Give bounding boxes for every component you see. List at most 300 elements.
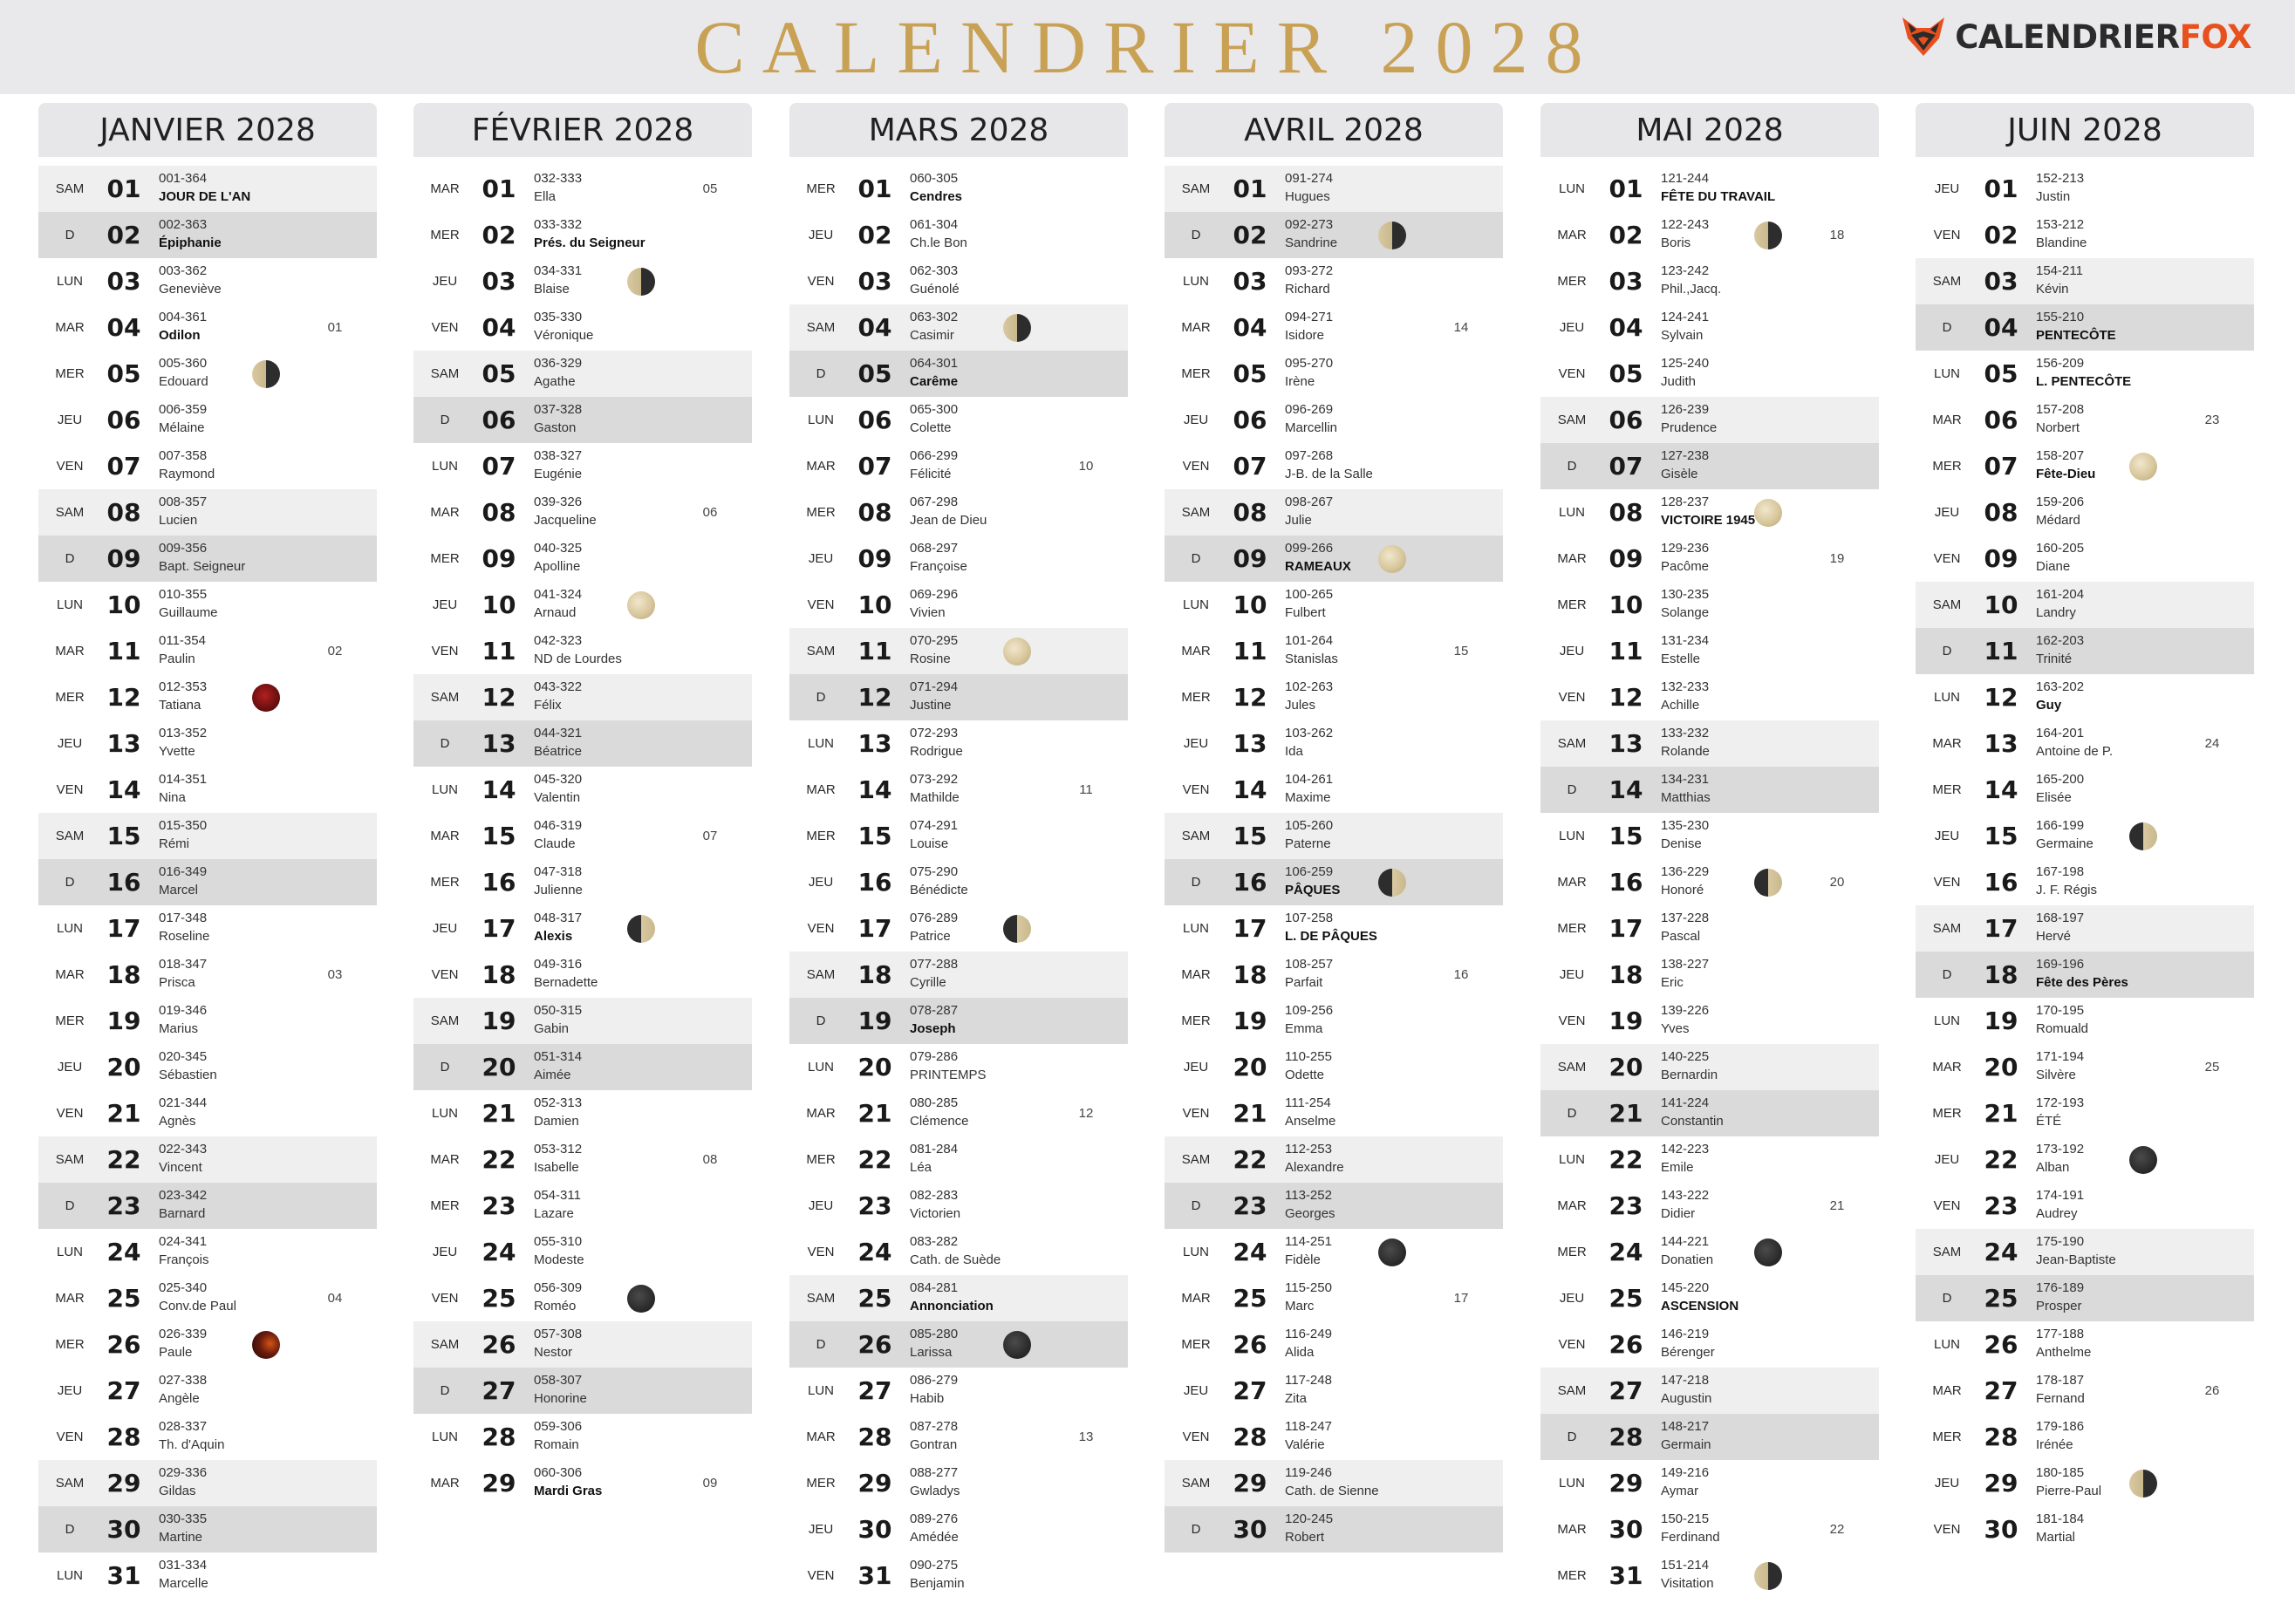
day-number: 27 — [482, 1376, 516, 1405]
day-of-year-code: 102-263 — [1285, 679, 1334, 694]
day-of-year-code: 069-296 — [910, 587, 959, 602]
day-of-year-code: 152-213 — [2036, 171, 2085, 186]
day-row — [38, 905, 377, 952]
day-of-year-code: 176-189 — [2036, 1280, 2085, 1295]
saint-name: Mardi Gras — [534, 1484, 603, 1498]
saint-name: Conv.de Paul — [159, 1299, 236, 1314]
day-row — [1165, 258, 1503, 304]
day-number: 12 — [106, 683, 141, 712]
day-row — [38, 1368, 377, 1414]
day-row — [789, 443, 1128, 489]
weekday-label: VEN — [807, 1568, 835, 1583]
saint-name: Julienne — [534, 883, 583, 897]
day-of-year-code: 070-295 — [910, 633, 959, 648]
day-number: 29 — [1609, 1469, 1643, 1498]
day-row — [413, 1090, 752, 1136]
saint-name: Justine — [910, 698, 952, 713]
weekday-label: VEN — [1182, 1106, 1210, 1121]
day-row — [413, 1368, 752, 1414]
month-column — [38, 103, 377, 1591]
day-number: 27 — [1233, 1376, 1267, 1405]
day-row — [789, 166, 1128, 212]
day-row — [1165, 1275, 1503, 1321]
day-of-year-code: 045-320 — [534, 772, 583, 787]
new-moon-icon — [1003, 1331, 1031, 1359]
day-number: 16 — [482, 868, 516, 897]
saint-name: Kévin — [2036, 282, 2069, 297]
saint-name: Judith — [1661, 374, 1697, 389]
day-of-year-code: 168-197 — [2036, 911, 2085, 925]
full-moon-icon — [1754, 499, 1782, 527]
day-number: 02 — [1984, 221, 2018, 249]
week-number: 06 — [702, 505, 718, 520]
day-row — [1916, 397, 2254, 443]
saint-name: Trinité — [2036, 652, 2073, 666]
day-row — [1165, 905, 1503, 952]
day-row — [1165, 859, 1503, 905]
day-number: 10 — [106, 590, 141, 619]
day-of-year-code: 071-294 — [910, 679, 959, 694]
day-of-year-code: 080-285 — [910, 1095, 959, 1110]
day-of-year-code: 060-306 — [534, 1465, 583, 1480]
weekday-label: MAR — [1932, 1060, 1962, 1075]
saint-name: Aymar — [1661, 1484, 1699, 1498]
weekday-label: MAR — [430, 181, 460, 196]
weekday-label: LUN — [1182, 597, 1209, 612]
day-row — [1165, 1368, 1503, 1414]
weekday-label: MER — [1932, 1430, 1962, 1444]
day-number: 16 — [1984, 868, 2018, 897]
day-number: 04 — [1233, 313, 1267, 342]
day-row — [413, 1229, 752, 1275]
saint-name: Achille — [1661, 698, 1700, 713]
day-row — [413, 1136, 752, 1183]
day-of-year-code: 077-288 — [910, 957, 959, 972]
day-of-year-code: 036-329 — [534, 356, 583, 371]
weekday-label: D — [1567, 1430, 1577, 1444]
day-row — [1540, 674, 1879, 720]
day-number: 05 — [482, 359, 516, 388]
day-number: 23 — [482, 1191, 516, 1220]
month-column — [1540, 103, 1879, 1591]
day-number: 11 — [482, 637, 516, 665]
day-of-year-code: 068-297 — [910, 541, 959, 556]
day-row — [789, 720, 1128, 767]
saint-name: Barnard — [159, 1206, 206, 1221]
day-number: 06 — [857, 406, 892, 434]
weekday-label: JEU — [1934, 505, 1960, 520]
day-number: 04 — [857, 313, 892, 342]
day-row — [1916, 582, 2254, 628]
full-moon-icon — [1003, 638, 1031, 665]
weekday-label: MER — [806, 1476, 836, 1491]
weekday-label: D — [1191, 875, 1201, 890]
weekday-label: LUN — [1933, 1337, 1960, 1352]
brand-name-dark: CALENDRIER — [1955, 17, 2180, 56]
weekday-label: MER — [1557, 1245, 1587, 1259]
weekday-label: LUN — [1182, 274, 1209, 289]
day-of-year-code: 060-305 — [910, 171, 959, 186]
day-number: 26 — [857, 1330, 892, 1359]
day-row — [413, 166, 752, 212]
day-row — [789, 1229, 1128, 1275]
weekday-label: LUN — [1558, 181, 1585, 196]
day-of-year-code: 110-255 — [1285, 1049, 1332, 1064]
day-number: 07 — [857, 452, 892, 481]
saint-name: Matthias — [1661, 790, 1711, 805]
day-of-year-code: 107-258 — [1285, 911, 1334, 925]
day-number: 14 — [1984, 775, 2018, 804]
weekday-label: JEU — [808, 228, 834, 242]
day-row — [1540, 905, 1879, 952]
day-of-year-code: 103-262 — [1285, 726, 1334, 740]
weekday-label: SAM — [55, 1152, 85, 1167]
saint-name: Irénée — [2036, 1437, 2073, 1452]
day-number: 10 — [1233, 590, 1267, 619]
day-number: 05 — [857, 359, 892, 388]
day-number: 29 — [857, 1469, 892, 1498]
day-of-year-code: 047-318 — [534, 864, 583, 879]
day-number: 14 — [106, 775, 141, 804]
day-number: 13 — [482, 729, 516, 758]
day-row — [1165, 1090, 1503, 1136]
day-row — [1916, 1275, 2254, 1321]
day-of-year-code: 136-229 — [1661, 864, 1710, 879]
day-of-year-code: 016-349 — [159, 864, 208, 879]
day-row — [38, 397, 377, 443]
day-of-year-code: 004-361 — [159, 310, 208, 324]
day-row — [1916, 905, 2254, 952]
weekday-label: D — [440, 1383, 450, 1398]
weekday-label: MER — [55, 1337, 85, 1352]
weekday-label: LUN — [1558, 1152, 1585, 1167]
day-of-year-code: 100-265 — [1285, 587, 1334, 602]
day-of-year-code: 150-215 — [1661, 1511, 1710, 1526]
day-number: 23 — [1984, 1191, 2018, 1220]
day-row — [1916, 1183, 2254, 1229]
saint-name: Arnaud — [534, 605, 577, 620]
day-row — [789, 582, 1128, 628]
saint-name: Didier — [1661, 1206, 1696, 1221]
weekday-label: VEN — [1933, 551, 1961, 566]
lunar-eclipse-icon — [252, 684, 280, 712]
day-number: 26 — [1984, 1330, 2018, 1359]
day-number: 23 — [1233, 1191, 1267, 1220]
day-row — [1540, 304, 1879, 351]
saint-name: Cyrille — [910, 975, 946, 990]
weekday-label: MAR — [1557, 1198, 1587, 1213]
weekday-label: VEN — [56, 459, 84, 474]
saint-name: Bernardin — [1661, 1068, 1718, 1082]
week-number: 25 — [2204, 1060, 2220, 1075]
saint-name: Guénolé — [910, 282, 960, 297]
weekday-label: D — [1942, 1291, 1952, 1306]
day-row — [38, 582, 377, 628]
saint-name: Prisca — [159, 975, 195, 990]
saint-name: Alida — [1285, 1345, 1315, 1360]
day-number: 28 — [1233, 1423, 1267, 1451]
day-number: 02 — [1233, 221, 1267, 249]
saint-name: Phil.,Jacq. — [1661, 282, 1722, 297]
day-number: 11 — [1984, 637, 2018, 665]
day-of-year-code: 161-204 — [2036, 587, 2085, 602]
saint-name: Jules — [1285, 698, 1316, 713]
weekday-label: VEN — [56, 782, 84, 797]
day-of-year-code: 023-342 — [159, 1188, 208, 1203]
week-number: 18 — [1829, 228, 1845, 242]
saint-name: Larissa — [910, 1345, 953, 1360]
saint-name: Gildas — [159, 1484, 196, 1498]
day-of-year-code: 164-201 — [2036, 726, 2085, 740]
day-of-year-code: 127-238 — [1661, 448, 1710, 463]
saint-name: Alexandre — [1285, 1160, 1344, 1175]
saint-name: Jean-Baptiste — [2036, 1252, 2116, 1267]
day-of-year-code: 169-196 — [2036, 957, 2085, 972]
weekday-label: LUN — [56, 274, 83, 289]
day-number: 24 — [106, 1238, 141, 1266]
new-moon-icon — [2129, 1146, 2157, 1174]
day-row — [1165, 1460, 1503, 1506]
first-quarter-moon-icon — [1003, 915, 1031, 943]
day-number: 11 — [857, 637, 892, 665]
day-of-year-code: 008-357 — [159, 495, 208, 509]
day-of-year-code: 046-319 — [534, 818, 583, 833]
day-row — [1916, 720, 2254, 767]
day-row — [38, 998, 377, 1044]
day-of-year-code: 155-210 — [2036, 310, 2085, 324]
day-number: 21 — [106, 1099, 141, 1128]
day-row — [38, 859, 377, 905]
day-of-year-code: 022-343 — [159, 1142, 208, 1157]
weekday-label: D — [1942, 644, 1952, 658]
saint-name: Clémence — [910, 1114, 969, 1129]
day-of-year-code: 005-360 — [159, 356, 208, 371]
weekday-label: SAM — [1181, 505, 1211, 520]
day-of-year-code: 154-211 — [2036, 263, 2083, 278]
day-number: 06 — [1984, 406, 2018, 434]
day-of-year-code: 094-271 — [1285, 310, 1334, 324]
day-of-year-code: 115-250 — [1285, 1280, 1332, 1295]
weekday-label: SAM — [1181, 1152, 1211, 1167]
week-number: 19 — [1829, 551, 1845, 566]
day-row — [38, 212, 377, 258]
day-of-year-code: 095-270 — [1285, 356, 1334, 371]
saint-name: Isidore — [1285, 328, 1325, 343]
day-row — [413, 212, 752, 258]
weekday-label: MER — [55, 1013, 85, 1028]
day-number: 23 — [857, 1191, 892, 1220]
week-number: 04 — [327, 1291, 343, 1306]
weekday-label: MAR — [1932, 413, 1962, 427]
day-row — [1916, 1090, 2254, 1136]
saint-name: Ida — [1285, 744, 1303, 759]
saint-name: Antoine de P. — [2036, 744, 2114, 759]
day-of-year-code: 038-327 — [534, 448, 583, 463]
weekday-label: D — [1191, 1198, 1201, 1213]
week-number: 22 — [1829, 1522, 1845, 1537]
day-row — [38, 1044, 377, 1090]
weekday-label: MAR — [1557, 1522, 1587, 1537]
day-row — [38, 1090, 377, 1136]
day-row — [1916, 628, 2254, 674]
day-of-year-code: 181-184 — [2036, 1511, 2085, 1526]
week-number: 07 — [702, 829, 718, 843]
week-number: 05 — [702, 181, 718, 196]
day-number: 30 — [1984, 1515, 2018, 1544]
day-number: 26 — [1609, 1330, 1643, 1359]
saint-name: Guillaume — [159, 605, 218, 620]
day-row — [1165, 351, 1503, 397]
day-of-year-code: 078-287 — [910, 1003, 959, 1018]
day-row — [1540, 166, 1879, 212]
saint-name: Guy — [2036, 698, 2062, 713]
weekday-label: MER — [1932, 459, 1962, 474]
weekday-label: MER — [1181, 1013, 1211, 1028]
day-number: 07 — [106, 452, 141, 481]
month-title: FÉVRIER 2028 — [413, 103, 752, 157]
day-number: 19 — [857, 1006, 892, 1035]
day-row — [1916, 1506, 2254, 1552]
weekday-label: D — [65, 1198, 75, 1213]
saint-name: Épiphanie — [159, 235, 222, 250]
saint-name: Parfait — [1285, 975, 1323, 990]
day-of-year-code: 112-253 — [1285, 1142, 1332, 1157]
day-row — [1540, 1229, 1879, 1275]
day-number: 28 — [857, 1423, 892, 1451]
weekday-label: LUN — [431, 1430, 458, 1444]
day-number: 20 — [106, 1053, 141, 1082]
day-row — [38, 1506, 377, 1552]
day-number: 03 — [482, 267, 516, 296]
day-row — [1916, 1460, 2254, 1506]
day-number: 27 — [106, 1376, 141, 1405]
weekday-label: D — [440, 1060, 450, 1075]
day-of-year-code: 082-283 — [910, 1188, 959, 1203]
day-of-year-code: 064-301 — [910, 356, 959, 371]
saint-name: Romuald — [2036, 1021, 2089, 1036]
day-row — [38, 258, 377, 304]
day-row — [1916, 443, 2254, 489]
day-number: 17 — [482, 914, 516, 943]
day-number: 31 — [106, 1561, 141, 1590]
weekday-label: JEU — [1559, 967, 1585, 982]
day-number: 21 — [1609, 1099, 1643, 1128]
day-row — [38, 952, 377, 998]
day-row — [413, 767, 752, 813]
weekday-label: LUN — [1933, 366, 1960, 381]
day-number: 01 — [106, 174, 141, 203]
weekday-label: VEN — [1558, 1013, 1586, 1028]
day-number: 06 — [1233, 406, 1267, 434]
day-row — [413, 674, 752, 720]
day-of-year-code: 138-227 — [1661, 957, 1710, 972]
saint-name: Boris — [1661, 235, 1691, 250]
day-row — [413, 1275, 752, 1321]
day-row — [413, 952, 752, 998]
saint-name: Claude — [534, 836, 576, 851]
brand-logo[interactable] — [1899, 10, 2251, 63]
day-of-year-code: 165-200 — [2036, 772, 2085, 787]
day-of-year-code: 101-264 — [1285, 633, 1334, 648]
week-number: 08 — [702, 1152, 718, 1167]
saint-name: Martine — [159, 1530, 203, 1545]
weekday-label: SAM — [806, 644, 836, 658]
saint-name: Cath. de Sienne — [1285, 1484, 1379, 1498]
day-of-year-code: 076-289 — [910, 911, 959, 925]
day-row — [1540, 351, 1879, 397]
day-row — [38, 720, 377, 767]
day-of-year-code: 090-275 — [910, 1558, 959, 1573]
day-row — [1540, 1506, 1879, 1552]
day-of-year-code: 014-351 — [159, 772, 208, 787]
saint-name: Stanislas — [1285, 652, 1338, 666]
weekday-label: MER — [806, 1152, 836, 1167]
day-of-year-code: 042-323 — [534, 633, 583, 648]
saint-name: Julie — [1285, 513, 1312, 528]
day-of-year-code: 125-240 — [1661, 356, 1710, 371]
day-number: 27 — [1984, 1376, 2018, 1405]
day-of-year-code: 117-248 — [1285, 1373, 1332, 1388]
weekday-label: MER — [1181, 690, 1211, 705]
day-row — [38, 1414, 377, 1460]
weekday-label: D — [1567, 459, 1577, 474]
day-number: 18 — [1233, 960, 1267, 989]
day-row — [1916, 1136, 2254, 1183]
weekday-label: SAM — [1932, 274, 1962, 289]
day-of-year-code: 160-205 — [2036, 541, 2085, 556]
day-number: 08 — [1984, 498, 2018, 527]
day-of-year-code: 121-244 — [1661, 171, 1710, 186]
day-number: 30 — [106, 1515, 141, 1544]
saint-name: Alexis — [534, 929, 573, 944]
week-number: 24 — [2204, 736, 2220, 751]
weekday-label: JEU — [1934, 1476, 1960, 1491]
weekday-label: LUN — [56, 1245, 83, 1259]
saint-name: Bénédicte — [910, 883, 968, 897]
weekday-label: MER — [1557, 921, 1587, 936]
day-number: 21 — [1984, 1099, 2018, 1128]
day-of-year-code: 131-234 — [1661, 633, 1710, 648]
day-number: 02 — [106, 221, 141, 249]
weekday-label: JEU — [1559, 320, 1585, 335]
day-number: 12 — [482, 683, 516, 712]
day-of-year-code: 081-284 — [910, 1142, 959, 1157]
weekday-label: MER — [430, 551, 460, 566]
day-row — [1540, 1321, 1879, 1368]
day-row — [1916, 1368, 2254, 1414]
saint-name: Mélaine — [159, 420, 205, 435]
day-of-year-code: 017-348 — [159, 911, 208, 925]
saint-name: Visitation — [1661, 1576, 1714, 1591]
day-row — [1916, 859, 2254, 905]
weekday-label: MAR — [1557, 228, 1587, 242]
saint-name: Victorien — [910, 1206, 961, 1221]
day-row — [789, 998, 1128, 1044]
weekday-label: LUN — [431, 1106, 458, 1121]
day-of-year-code: 079-286 — [910, 1049, 959, 1064]
weekday-label: JEU — [808, 1198, 834, 1213]
day-row — [1165, 166, 1503, 212]
day-number: 04 — [1609, 313, 1643, 342]
saint-name: Marius — [159, 1021, 199, 1036]
day-row — [789, 813, 1128, 859]
weekday-label: D — [65, 875, 75, 890]
day-number: 14 — [1233, 775, 1267, 804]
saint-name: Anselme — [1285, 1114, 1336, 1129]
day-of-year-code: 037-328 — [534, 402, 583, 417]
weekday-label: SAM — [55, 1476, 85, 1491]
saint-name: Gisèle — [1661, 467, 1698, 481]
